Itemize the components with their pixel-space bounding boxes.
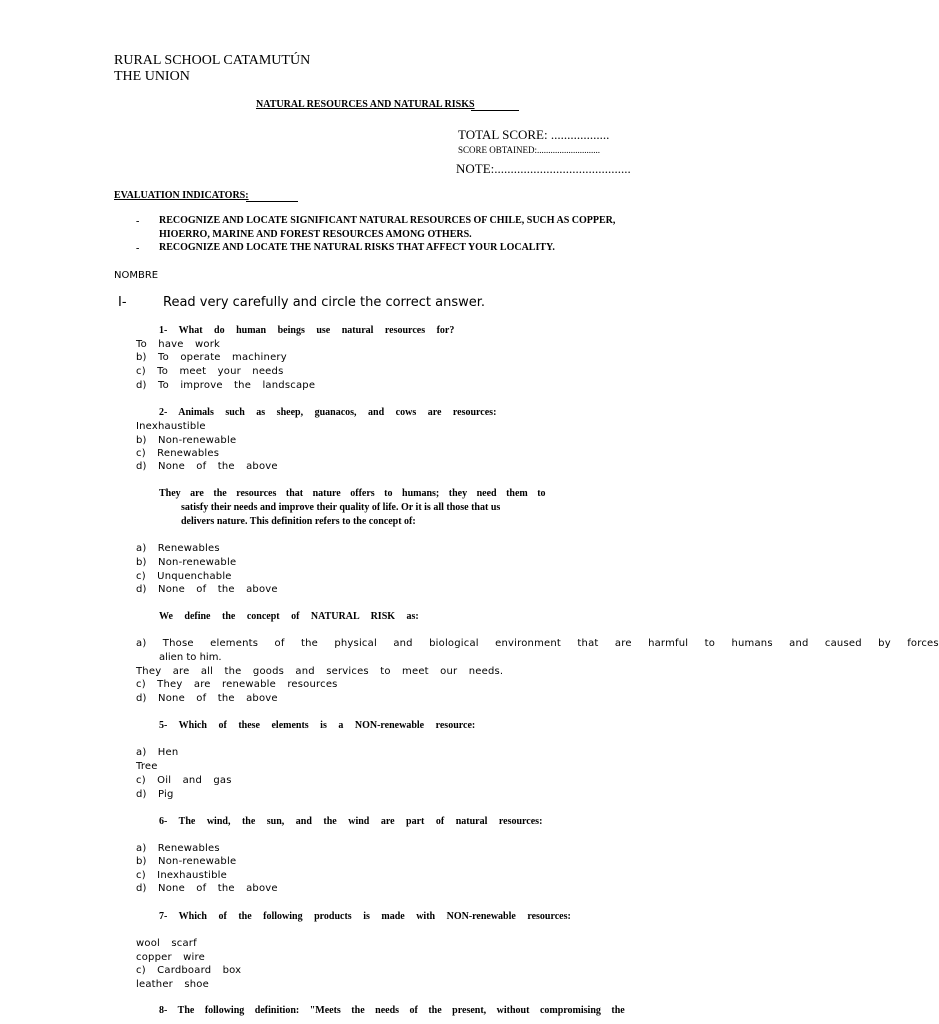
note-field: NOTE:..........................................: [456, 161, 631, 176]
answer-option[interactable]: d) To improve the landscape: [136, 380, 316, 391]
score-obtained: SCORE OBTAINED:............................: [458, 145, 601, 155]
answer-option[interactable]: d) None of the above: [136, 461, 278, 472]
answer-option[interactable]: b) Non-renewable: [136, 557, 237, 568]
indicator-item: RECOGNIZE AND LOCATE THE NATURAL RISKS THAT AFFECT YOUR LOCALITY.: [159, 242, 555, 253]
school-location: THE UNION: [114, 69, 190, 84]
question-text: 2- Animals such as sheep, guanacos, and cows are resources:: [159, 407, 497, 418]
answer-option[interactable]: b) To operate machinery: [136, 352, 287, 363]
question-text: 7- Which of the following products is made with NON-renewable resources:: [159, 911, 571, 922]
school-name: RURAL SCHOOL CATAMUTÚN: [114, 53, 311, 68]
question-text: They are the resources that nature offers to humans; they need them to: [159, 488, 546, 499]
indicators-heading: EVALUATION INDICATORS:: [114, 190, 249, 201]
title-underline: [471, 110, 519, 111]
bullet-2: -: [136, 243, 140, 254]
question-text: 8- The following definition: "Meets the needs of the present, without compromising the: [159, 1005, 625, 1016]
question-text: delivers nature. This definition refers to the concept of:: [181, 516, 416, 527]
answer-option[interactable]: To have work: [136, 339, 221, 350]
answer-option[interactable]: They are all the goods and services to meet our needs.: [136, 666, 504, 677]
question-text: satisfy their needs and improve their quality of life. Or it is all those that us: [181, 502, 501, 513]
answer-option[interactable]: d) Pig: [136, 789, 174, 800]
answer-option[interactable]: copper wire: [136, 952, 205, 963]
answer-option[interactable]: c) To meet your needs: [136, 366, 284, 377]
question-text: 5- Which of these elements is a NON-renewable resource:: [159, 720, 476, 731]
answer-option[interactable]: wool scarf: [136, 938, 197, 949]
answer-option[interactable]: a) Renewables: [136, 543, 220, 554]
name-label: NOMBRE: [114, 270, 159, 281]
answer-option[interactable]: d) None of the above: [136, 693, 278, 704]
answer-option[interactable]: a) Renewables: [136, 843, 220, 854]
answer-option-continued: alien to him.: [159, 652, 222, 663]
answer-option[interactable]: c) They are renewable resources: [136, 679, 338, 690]
answer-option[interactable]: c) Oil and gas: [136, 775, 232, 786]
answer-option[interactable]: d) None of the above: [136, 584, 278, 595]
document-title: NATURAL RESOURCES AND NATURAL RISKS: [256, 99, 475, 110]
answer-option[interactable]: c) Unquenchable: [136, 571, 232, 582]
indicators-underline: [246, 201, 298, 202]
answer-option[interactable]: b) Non-renewable: [136, 856, 237, 867]
bullet-1: -: [136, 216, 140, 227]
indicator-item: RECOGNIZE AND LOCATE SIGNIFICANT NATURAL RESOURCES OF CHILE, SUCH AS COPPER,: [159, 215, 616, 226]
answer-option[interactable]: c) Cardboard box: [136, 965, 242, 976]
section-instruction: Read very carefully and circle the correct answer.: [163, 295, 486, 310]
answer-option[interactable]: d) None of the above: [136, 883, 278, 894]
question-text: 6- The wind, the sun, and the wind are part of natural resources:: [159, 816, 543, 827]
answer-option[interactable]: c) Renewables: [136, 448, 220, 459]
answer-option[interactable]: a) Those elements of the physical and biological environment that are harmful to humans and caused by forces: [136, 638, 939, 649]
question-text: 1- What do human beings use natural resources for?: [159, 325, 455, 336]
answer-option[interactable]: c) Inexhaustible: [136, 870, 227, 881]
total-score: TOTAL SCORE: ..................: [458, 127, 610, 142]
indicator-item: HIOERRO, MARINE AND FOREST RESOURCES AMONG OTHERS.: [159, 229, 472, 240]
answer-option[interactable]: b) Non-renewable: [136, 435, 237, 446]
answer-option[interactable]: Tree: [136, 761, 158, 772]
section-numeral: I-: [118, 295, 127, 310]
question-text: We define the concept of NATURAL RISK as:: [159, 611, 419, 622]
answer-option[interactable]: Inexhaustible: [136, 421, 206, 432]
answer-option[interactable]: a) Hen: [136, 747, 179, 758]
answer-option[interactable]: leather shoe: [136, 979, 209, 990]
